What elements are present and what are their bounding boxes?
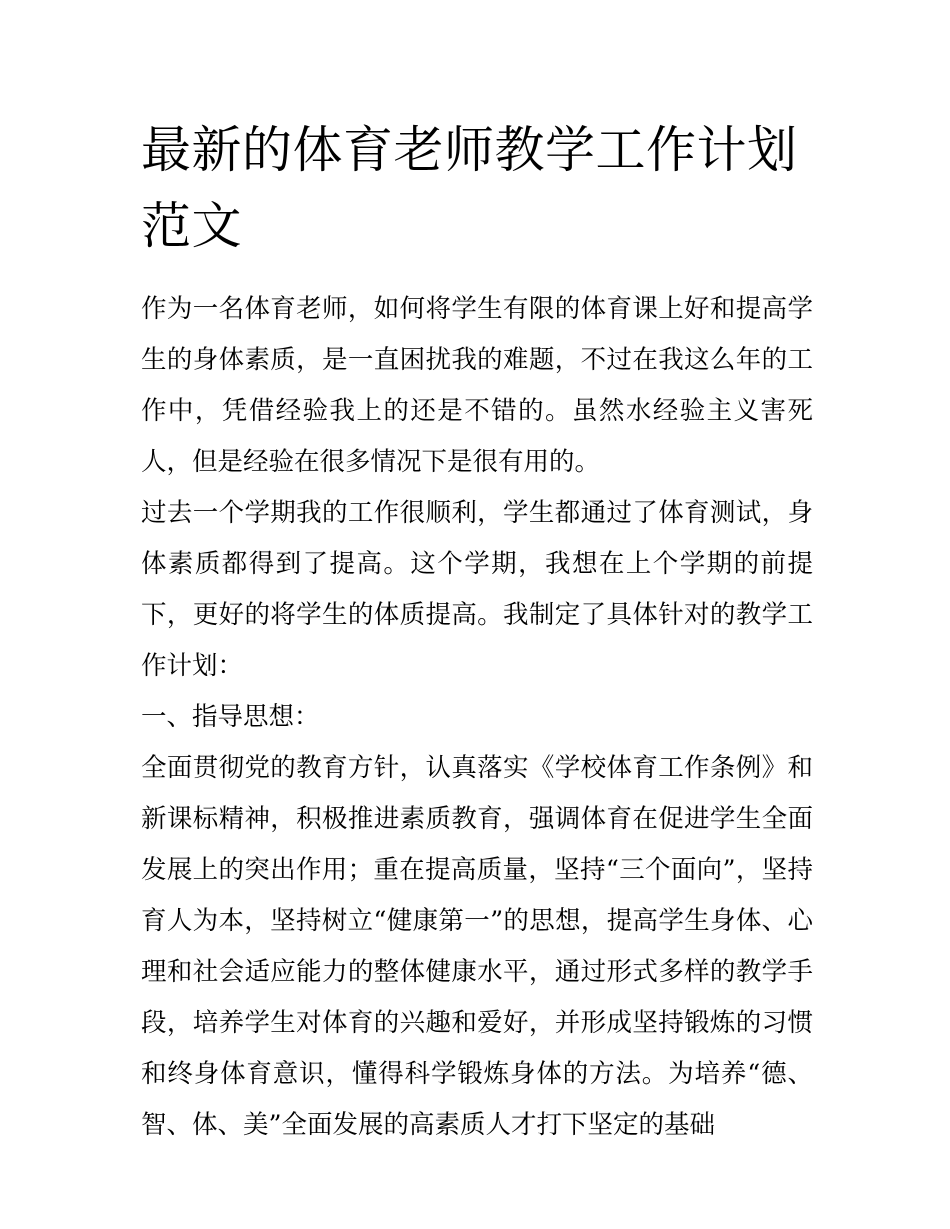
document-title: 最新的体育老师教学工作计划范文	[141, 121, 798, 255]
section-heading-guiding-ideology: 一、指导思想：	[141, 702, 320, 732]
paragraph-last-semester: 过去一个学期我的工作很顺利，学生都通过了体育测试，身体素质都得到了提高。这个学期，我想在上个学期的前提下，更好的将学生的体质提高。我制定了具体针对的教学工作计划：	[141, 498, 813, 681]
document-page	[141, 112, 813, 1151]
paragraph-guiding-ideology: 全面贯彻党的教育方针，认真落实《学校体育工作条例》和新课标精神，积极推进素质教育，强调体育在促进学生全面发展上的突出作用；重在提高质量，坚持“三个面向”，坚持育人为本，坚持树立“健康第一”的思想，提高学生身体、心理和社会适应能力的整体健康水平，通过形式多样的教学手段，培养学生对体育的兴趣和爱好，并形成坚持锻炼的习惯和终身体育意识，懂得科学锻炼身体的方法。为培养“德、智、体、美”全面发展的高素质人才打下坚定的基础	[141, 753, 813, 1140]
document-body	[141, 284, 813, 1151]
paragraph-intro: 作为一名体育老师，如何将学生有限的体育课上好和提高学生的身体素质，是一直困扰我的难题，不过在我这么年的工作中，凭借经验我上的还是不错的。虽然水经验主义害死人，但是经验在很多情况下是很有用的。	[141, 294, 813, 477]
